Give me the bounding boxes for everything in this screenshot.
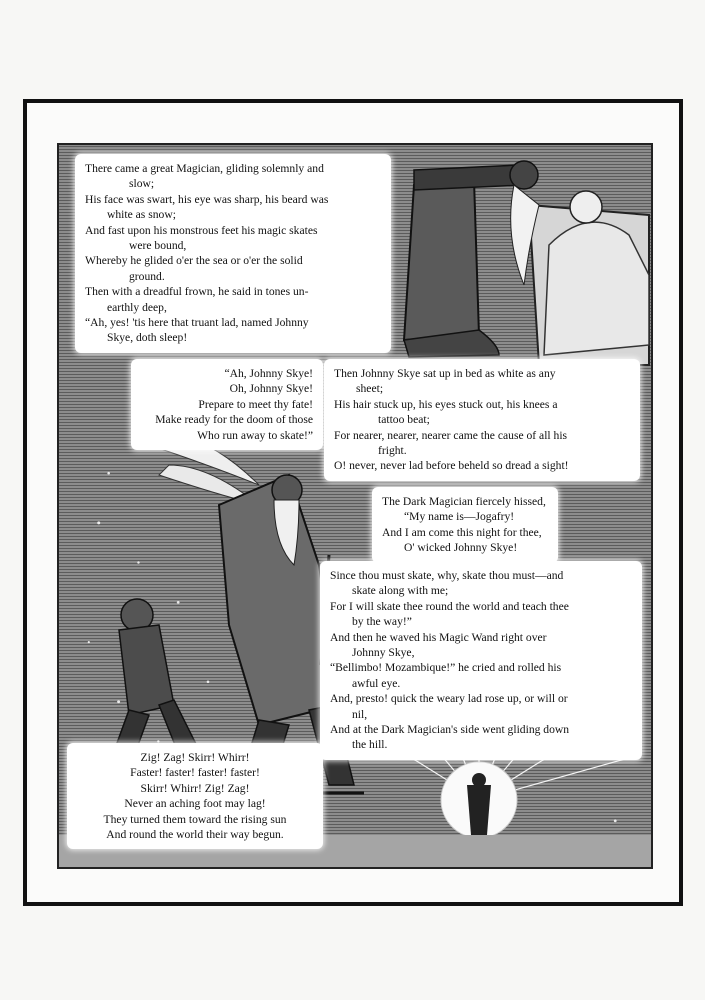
verse-line: awful eye.: [352, 676, 401, 690]
verse-line: Prepare to meet thy fate!: [198, 397, 313, 411]
verse-line: “My name is—Jogafry!: [404, 510, 515, 524]
verse-line: Make ready for the doom of those: [155, 413, 313, 427]
verse-line: And, presto! quick the weary lad rose up, or will or: [330, 692, 568, 706]
stanza-ah-johnny-skye: [134, 362, 320, 447]
verse-line: Whereby he glided o'er the sea or o'er the solid: [85, 254, 303, 268]
verse-line: For I will skate thee round the world and teach thee: [330, 599, 569, 613]
verse-line: Faster! faster! faster! faster!: [130, 766, 260, 780]
stanza-zig-zag: [70, 746, 320, 846]
verse-line: skate along with me;: [352, 584, 449, 598]
verse-line: And round the world their way begun.: [106, 828, 284, 842]
verse-line: Then Johnny Skye sat up in bed as white as any: [334, 367, 556, 380]
verse-line: And then he waved his Magic Wand right over: [330, 630, 547, 644]
verse-line: “Ah, yes! 'tis here that truant lad, named Johnny: [85, 316, 309, 330]
verse-line: His face was swart, his eye was sharp, his beard was: [85, 192, 329, 206]
verse-line: And I am come this night for thee,: [382, 525, 542, 539]
verse-line: white as snow;: [107, 208, 176, 222]
verse-line: earthly deep,: [107, 300, 167, 314]
verse-line: slow;: [129, 177, 155, 191]
verse-line: They turned them toward the rising sun: [103, 812, 287, 826]
verse-line: His hair stuck up, his eyes stuck out, his knees a: [334, 397, 558, 411]
verse-line: tattoo beat;: [378, 413, 430, 427]
verse-line: fright.: [378, 444, 407, 458]
stanza-jogafry: [375, 490, 555, 560]
verse-line: sheet;: [356, 382, 384, 396]
verse-line: nil,: [352, 707, 368, 721]
verse-line: For nearer, nearer, nearer came the cause of all his: [334, 428, 568, 442]
stanza-johnny-sat-up: [327, 362, 637, 478]
verse-line: Since thou must skate, why, skate thou must—and: [330, 569, 564, 582]
stanza-skate-round-the-world: [323, 564, 639, 757]
verse-line: Never an aching foot may lag!: [124, 797, 266, 811]
verse-line: Oh, Johnny Skye!: [229, 382, 313, 396]
verse-line: by the way!”: [352, 615, 412, 629]
verse-line: O' wicked Johnny Skye!: [404, 541, 518, 555]
verse-line: “Bellimbo! Mozambique!” he cried and rolled his: [330, 661, 562, 675]
verse-line: Zig! Zag! Skirr! Whirr!: [140, 751, 250, 764]
verse-line: O! never, never lad before beheld so dread a sight!: [334, 459, 569, 473]
verse-line: Skirr! Whirr! Zig! Zag!: [140, 781, 250, 795]
verse-line: Who run away to skate!”: [197, 428, 313, 442]
verse-line: “Ah, Johnny Skye!: [224, 367, 313, 380]
verse-line: Skye, doth sleep!: [107, 331, 188, 345]
verse-line: And at the Dark Magician's side went gliding down: [330, 723, 570, 737]
verse-line: The Dark Magician fiercely hissed,: [382, 495, 546, 508]
verse-line: Johnny Skye,: [352, 646, 415, 660]
verse-line: And fast upon his monstrous feet his magic skates: [85, 223, 318, 237]
verse-line: the hill.: [352, 738, 388, 752]
verse-line: There came a great Magician, gliding solemnly and: [85, 162, 324, 175]
verse-line: ground.: [129, 269, 165, 283]
verse-line: were bound,: [129, 239, 187, 253]
stanza-magician-arrives: [78, 157, 388, 350]
verse-line: Then with a dreadful frown, he said in tones un-: [85, 285, 309, 299]
